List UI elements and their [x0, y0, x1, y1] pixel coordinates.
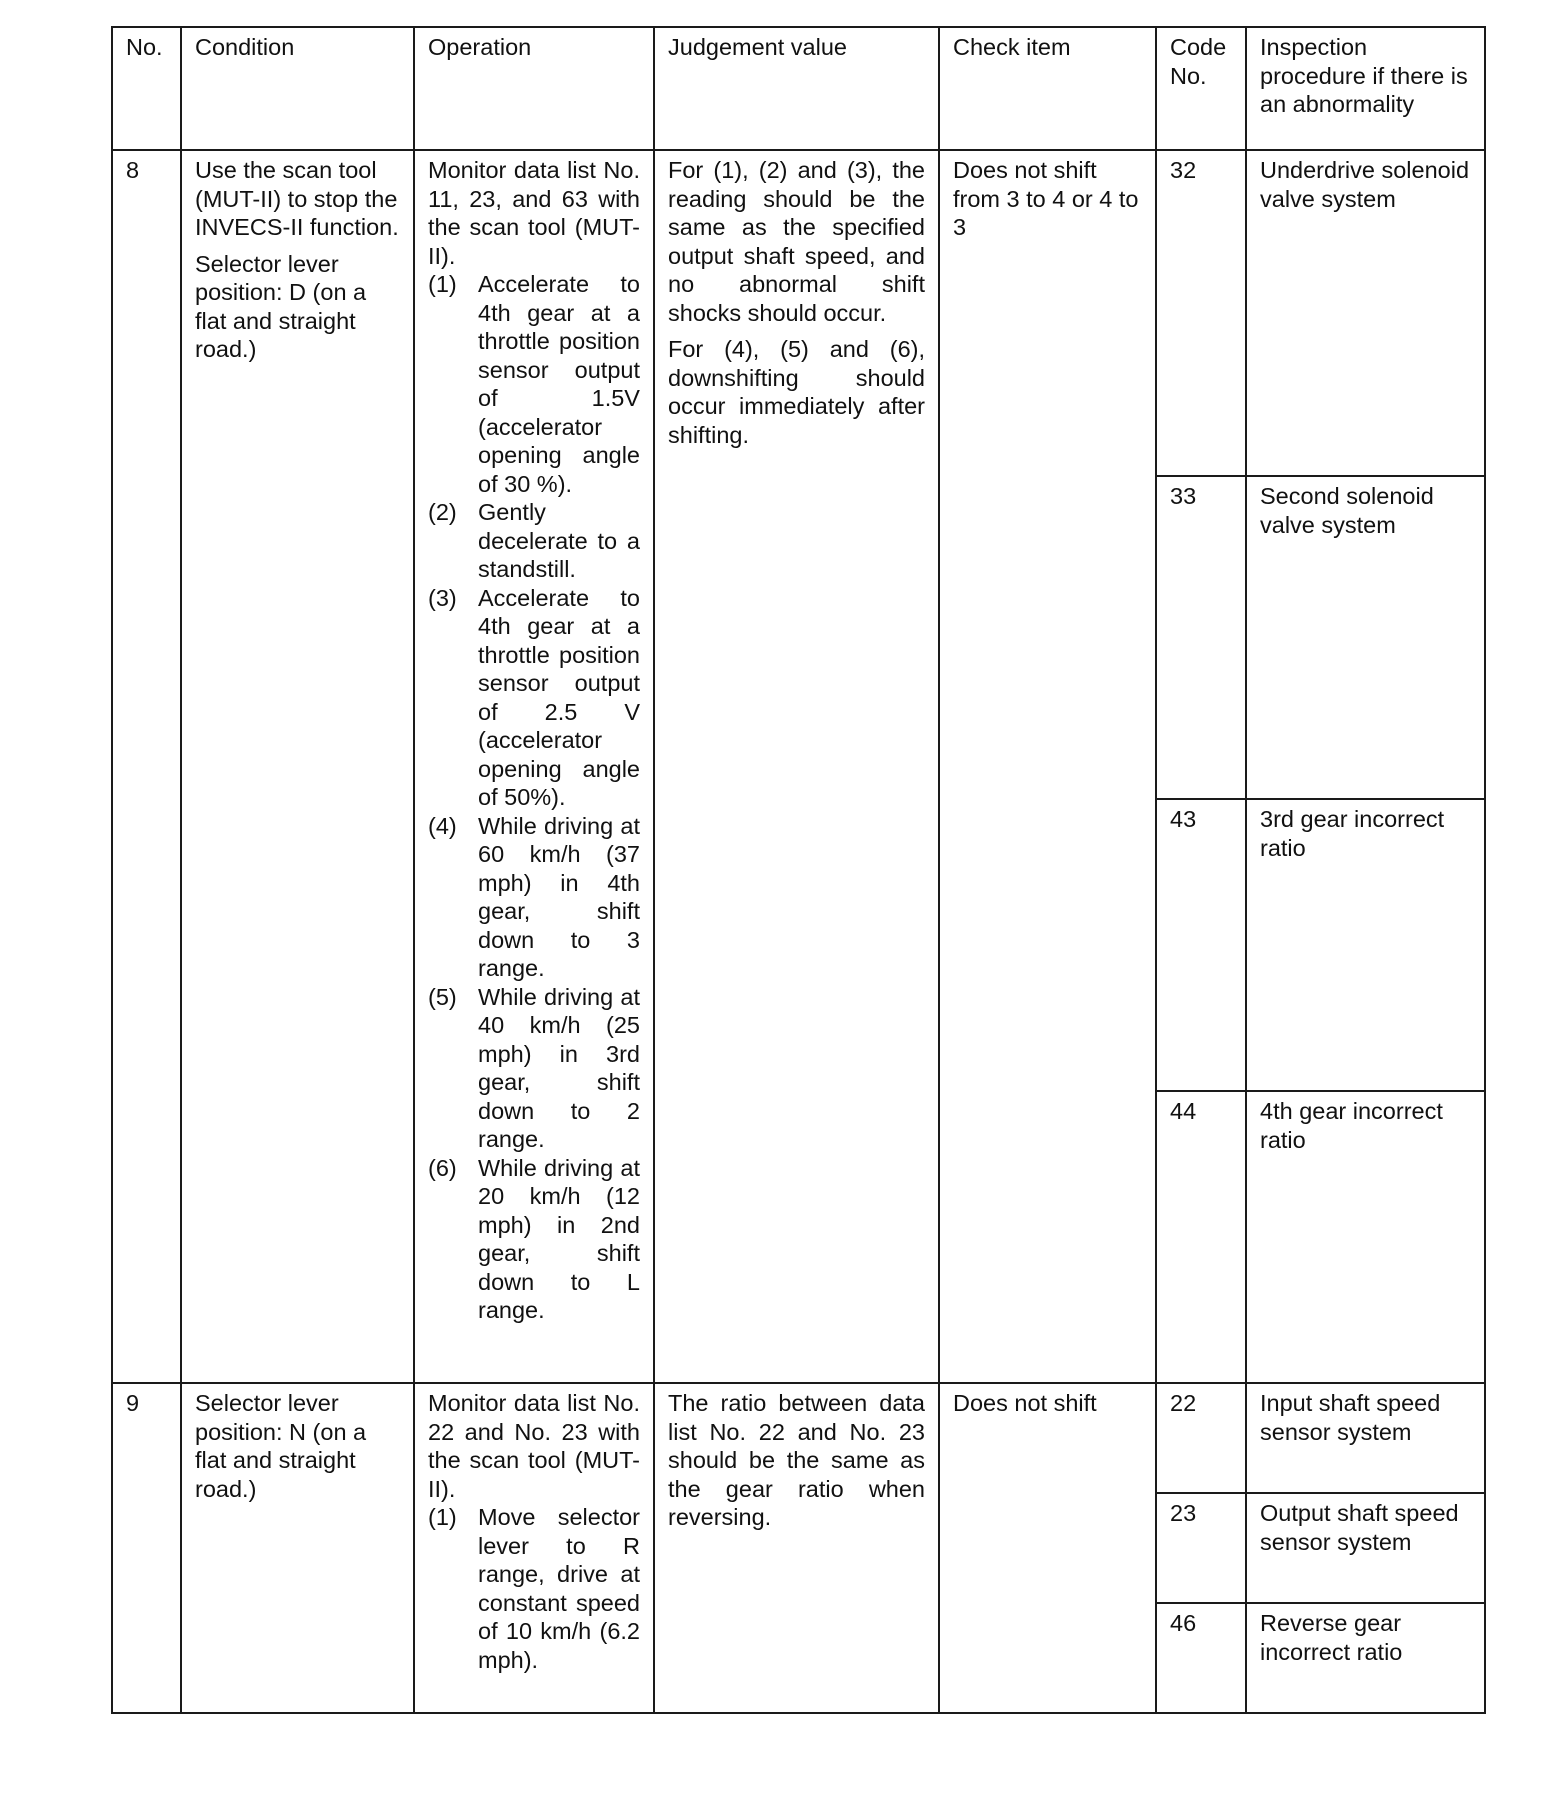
header-operation: Operation [414, 27, 654, 150]
operation-step: (6) While driving at 20 km/h (12 mph) in 2nd gear, shift down to L range. [428, 1154, 640, 1323]
operation-step: (4) While driving at 60 km/h (37 mph) in 4th gear, shift down to 3 range. [428, 812, 640, 981]
inspection-cell: Reverse gear incorrect ratio [1246, 1603, 1485, 1713]
judgement-cell [654, 1383, 939, 1713]
inspection-cell: 4th gear incorrect ratio [1246, 1091, 1485, 1383]
operation-cell [414, 1383, 654, 1713]
header-row [112, 27, 1485, 150]
operation-cell [414, 150, 654, 1383]
code-cell: 22 [1156, 1383, 1246, 1493]
inspection-cell: Second solenoid valve system [1246, 476, 1485, 799]
judgement-text: For (4), (5) and (6), downshifting should occur immediately after shifting. [668, 336, 925, 448]
row-number: 8 [112, 150, 181, 1383]
header-condition: Condition [181, 27, 414, 150]
operation-intro: Monitor data list No. 22 and No. 23 with the scan tool (MUT-II). [428, 1390, 640, 1502]
code-cell: 23 [1156, 1493, 1246, 1603]
condition-text: Use the scan tool (MUT-II) to stop the INVECS-II function. [195, 157, 399, 240]
operation-intro: Monitor data list No. 11, 23, and 63 with the scan tool (MUT-II). [428, 157, 640, 269]
check-item-cell: Does not shift [939, 1383, 1156, 1713]
condition-cell [181, 1383, 414, 1713]
code-cell: 46 [1156, 1603, 1246, 1713]
operation-step: (1) Move selector lever to R range, drive at constant speed of 10 km/h (6.2 mph). [428, 1504, 640, 1673]
judgement-cell [654, 150, 939, 1383]
operation-steps [428, 1503, 640, 1674]
operation-step: (5) While driving at 40 km/h (25 mph) in 3rd gear, shift down to 2 range. [428, 983, 640, 1152]
table-row [112, 1383, 1485, 1493]
header-no: No. [112, 27, 181, 150]
header-code-no: Code No. [1156, 27, 1246, 150]
code-cell: 32 [1156, 150, 1246, 476]
operation-step: (1) Accelerate to 4th gear at a throttle position sensor output of 1.5V (accelerator opening angle of 30 %). [428, 271, 640, 497]
inspection-cell: Output shaft speed sensor system [1246, 1493, 1485, 1603]
table-row [112, 150, 1485, 476]
judgement-text: For (1), (2) and (3), the reading should be the same as the specified output shaft speed, and no abnormal shift shocks should occur. [668, 157, 925, 326]
header-inspection: Inspection procedure if there is an abnormality [1246, 27, 1485, 150]
header-check-item: Check item [939, 27, 1156, 150]
condition-cell [181, 150, 414, 1383]
inspection-cell: Input shaft speed sensor system [1246, 1383, 1485, 1493]
inspection-cell: Underdrive solenoid valve system [1246, 150, 1485, 476]
code-cell: 44 [1156, 1091, 1246, 1383]
code-cell: 33 [1156, 476, 1246, 799]
operation-step: (2) Gently decelerate to a standstill. [428, 499, 640, 582]
header-judgement: Judgement value [654, 27, 939, 150]
condition-text: Selector lever position: N (on a flat and straight road.) [195, 1390, 367, 1502]
condition-text: Selector lever position: D (on a flat and straight road.) [195, 250, 367, 362]
inspection-cell: 3rd gear incorrect ratio [1246, 799, 1485, 1091]
operation-step: (3) Accelerate to 4th gear at a throttle position sensor output of 2.5 V (accelerator opening angle of 50%). [428, 584, 640, 810]
operation-steps [428, 270, 640, 1325]
check-item-cell: Does not shift from 3 to 4 or 4 to 3 [939, 150, 1156, 1383]
code-cell: 43 [1156, 799, 1246, 1091]
judgement-text: The ratio between data list No. 22 and No. 23 should be the same as the gear ratio when reversing. [668, 1390, 925, 1530]
inspection-table [111, 26, 1486, 1714]
row-number: 9 [112, 1383, 181, 1713]
